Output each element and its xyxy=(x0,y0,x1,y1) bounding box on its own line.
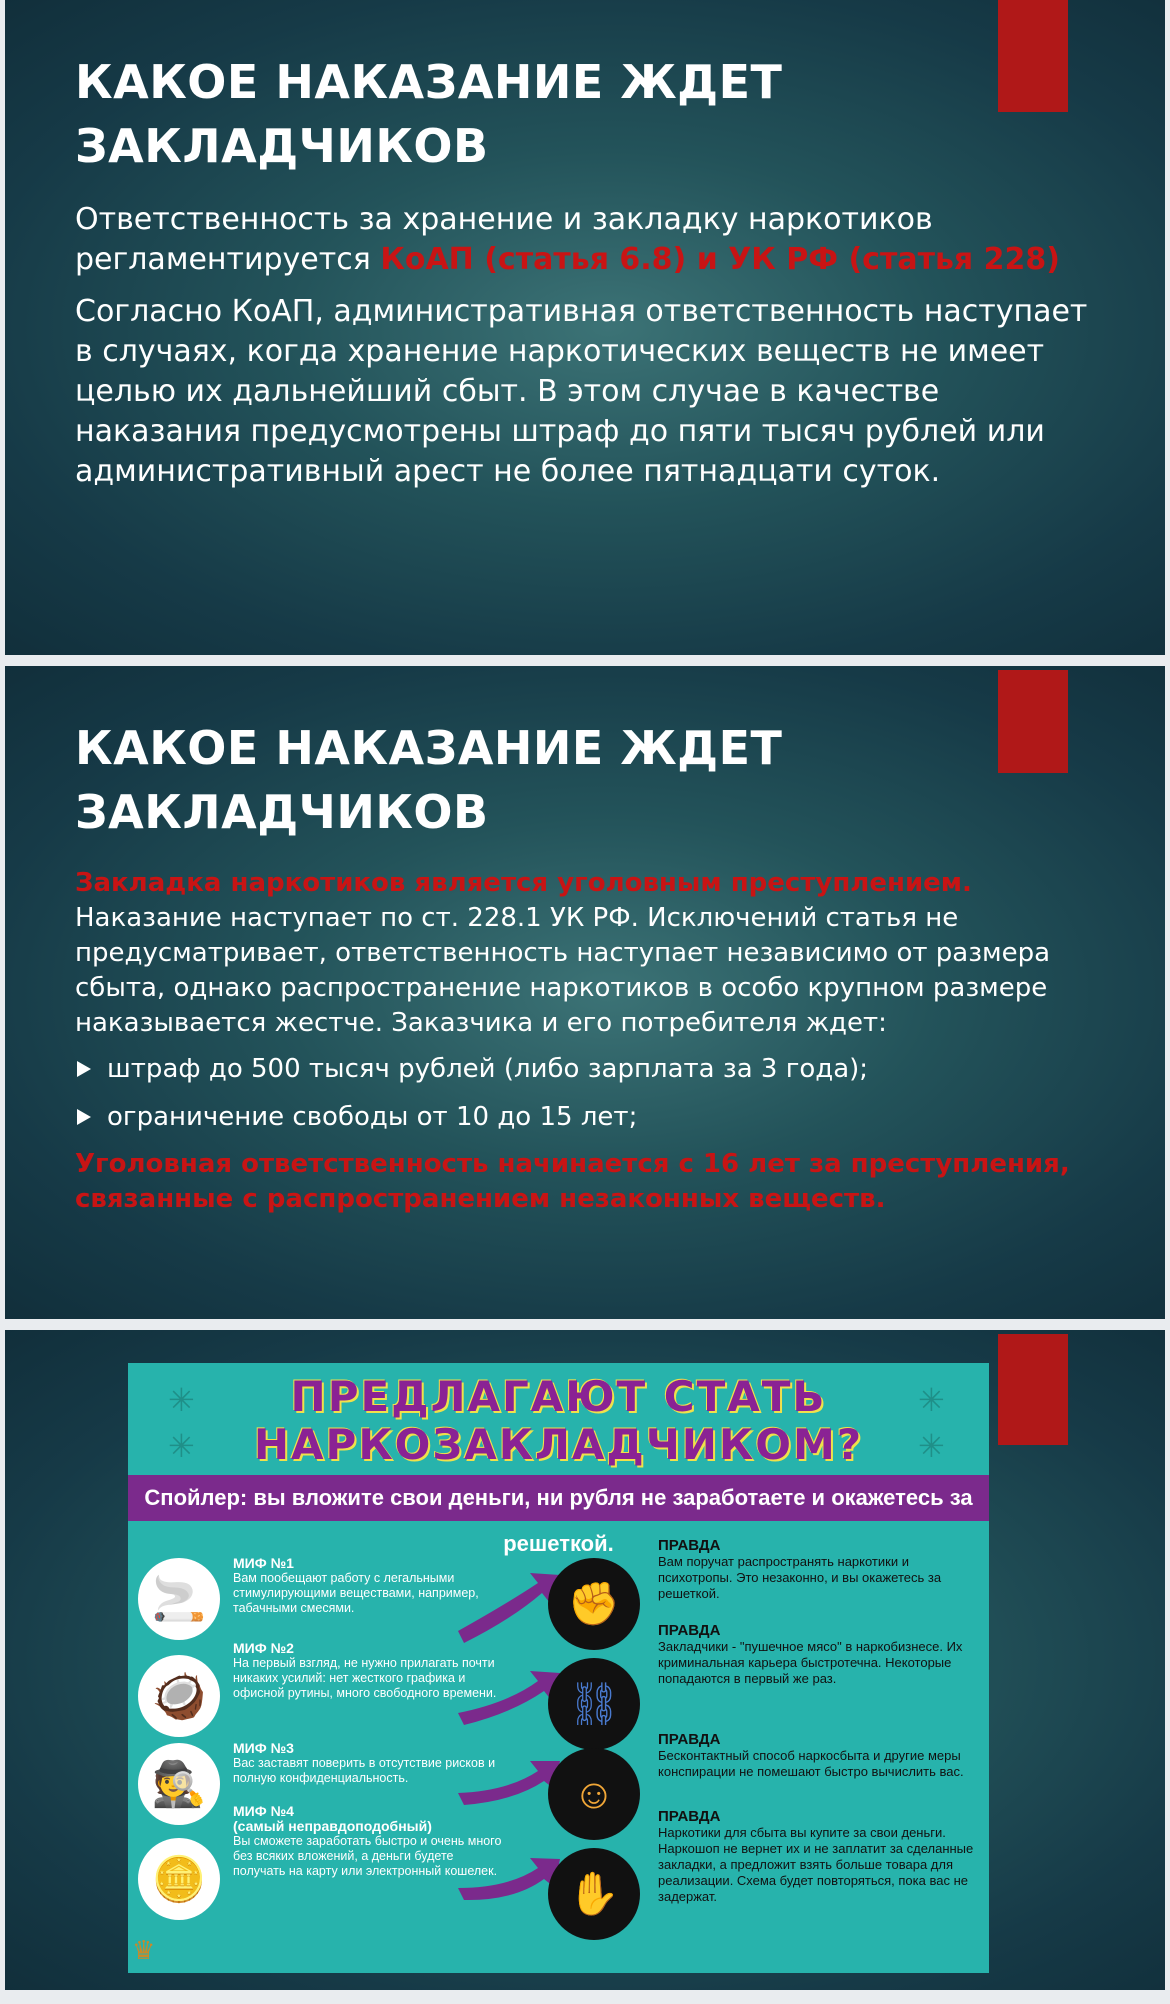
list-item-text: штраф до 500 тысяч рублей (либо зарплата за 3 года); xyxy=(107,1054,869,1084)
myth-2 xyxy=(233,1641,503,1701)
red-accent-tab xyxy=(998,1334,1068,1445)
list-item-text: ограничение свободы от 10 до 15 лет; xyxy=(107,1102,638,1132)
myth-title: МИФ №2 xyxy=(233,1640,294,1656)
myth-subtitle: (самый неправдоподобный) xyxy=(233,1818,432,1834)
slide-body xyxy=(75,200,1095,504)
footer-highlight: Уголовная ответственность начинается с 16 лет за преступления, связанные с распространением незаконных веществ. xyxy=(75,1149,1070,1214)
title-line: НАРКОЗАКЛАДЧИКОМ? xyxy=(253,1420,864,1469)
coins-hand-icon: 🪙 xyxy=(138,1838,220,1920)
leaf-icon: ✳ xyxy=(168,1382,195,1418)
paragraph-2: Согласно КоАП, административная ответственность наступает в случаях, когда хранение наркотических веществ не имеет целью их дальнейший сбыт. В этом случае в качестве наказания предусмотрены штраф до пяти тысяч рублей или административный арест не более пятнадцати суток. xyxy=(75,294,1088,489)
myth-1 xyxy=(233,1556,503,1616)
slide-3 xyxy=(5,1330,1165,1990)
handcuffs-icon: ⛓ xyxy=(548,1658,640,1750)
red-accent-tab xyxy=(998,0,1068,112)
slide-title: КАКОЕ НАКАЗАНИЕ ЖДЕТ ЗАКЛАДЧИКОВ xyxy=(75,721,783,839)
myth-3 xyxy=(233,1741,503,1786)
truth-text: Закладчики - "пушечное мясо" в наркобизнесе. Их криминальная карьера быстротечна. Некоторые попадаются в первый же раз. xyxy=(658,1639,963,1686)
penalty-list xyxy=(75,1051,1095,1135)
face-scan-icon: ☺ xyxy=(548,1748,640,1840)
title-line: ПРЕДЛАГАЮТ СТАТЬ xyxy=(290,1372,827,1421)
truth-2 xyxy=(658,1623,978,1687)
truth-text: Бесконтактный способ наркосбыта и другие меры конспирации не помешают быстро вычислить вас. xyxy=(658,1748,964,1779)
myth-text: Вас заставят поверить в отсутствие рисков и полную конфиденциальность. xyxy=(233,1756,496,1785)
paragraph-1 xyxy=(75,200,1095,280)
spy-icon: 🕵 xyxy=(138,1743,220,1825)
truth-1 xyxy=(658,1538,978,1602)
slide-2 xyxy=(5,666,1165,1319)
red-accent-tab xyxy=(998,670,1068,773)
myth-title: МИФ №4 xyxy=(233,1803,294,1819)
body-paragraph: Наказание наступает по ст. 228.1 УК РФ. Исключений статья не предусматривает, ответственность наступает независимо от размера сбыта, однако распространение наркотиков в особо крупном размере наказывается жестче. Заказчика и его потребителя ждет: xyxy=(75,903,1051,1038)
truth-3 xyxy=(658,1732,978,1780)
truth-4 xyxy=(658,1809,978,1905)
leaf-icon: ✳ xyxy=(168,1428,195,1464)
bullet-arrow-icon xyxy=(77,1109,91,1125)
myth-text: Вам пообещают работу с легальными стимулирующими веществами, например, табачными смесями. xyxy=(233,1571,479,1615)
bullet-arrow-icon xyxy=(77,1061,91,1077)
myth-text: На первый взгляд, не нужно прилагать почти никаких усилий: нет жесткого графика и офисной рутины, много свободного времени. xyxy=(233,1656,497,1700)
truth-title: ПРАВДА xyxy=(658,1537,721,1554)
infographic xyxy=(128,1363,989,1973)
list-item xyxy=(75,1099,1095,1135)
truth-title: ПРАВДА xyxy=(658,1808,721,1825)
myth-4 xyxy=(233,1804,503,1879)
coin-hand-icon: ✋ xyxy=(548,1848,640,1940)
leaf-icon: ✳ xyxy=(918,1382,945,1418)
slide-body xyxy=(75,866,1095,1217)
paragraph-text: Ответственность за хранение и закладку наркотиков регламентируется xyxy=(75,202,933,277)
truth-title: ПРАВДА xyxy=(658,1731,721,1748)
truth-text: Наркотики для сбыта вы купите за свои деньги. Наркошоп не вернет их и не заплатит за сделанные закладки, а предложит взять больше товара для реализации. Схема будет повторяться, пока вас не задержат. xyxy=(658,1825,974,1904)
lead-highlight: Закладка наркотиков является уголовным преступлением. xyxy=(75,868,972,898)
myth-title: МИФ №3 xyxy=(233,1740,294,1756)
list-item xyxy=(75,1051,1095,1087)
emblem-icon: ♛ xyxy=(132,1935,156,1965)
slide-title: КАКОЕ НАКАЗАНИЕ ЖДЕТ ЗАКЛАДЧИКОВ xyxy=(75,55,783,173)
law-reference-highlight: КоАП (статья 6.8) и УК РФ (статья 228) xyxy=(380,242,1060,277)
leaf-icon: ✳ xyxy=(918,1428,945,1464)
spoiler-bar: Спойлер: вы вложите свои деньги, ни рубля не заработаете и окажетесь за решеткой. xyxy=(128,1475,989,1521)
myth-title: МИФ №1 xyxy=(233,1555,294,1571)
coconut-drink-icon: 🥥 xyxy=(138,1655,220,1737)
myth-text: Вы сможете заработать быстро и очень много без всяких вложений, а деньги будете получать на карту или электронный кошелек. xyxy=(233,1834,502,1878)
truth-title: ПРАВДА xyxy=(658,1622,721,1639)
cigarette-icon: 🚬 xyxy=(138,1558,220,1640)
slide-1 xyxy=(5,0,1165,655)
handcuffed-hands-icon: ✊ xyxy=(548,1558,640,1650)
truth-text: Вам поручат распространять наркотики и психотропы. Это незаконно, и вы окажетесь за решеткой. xyxy=(658,1554,942,1601)
